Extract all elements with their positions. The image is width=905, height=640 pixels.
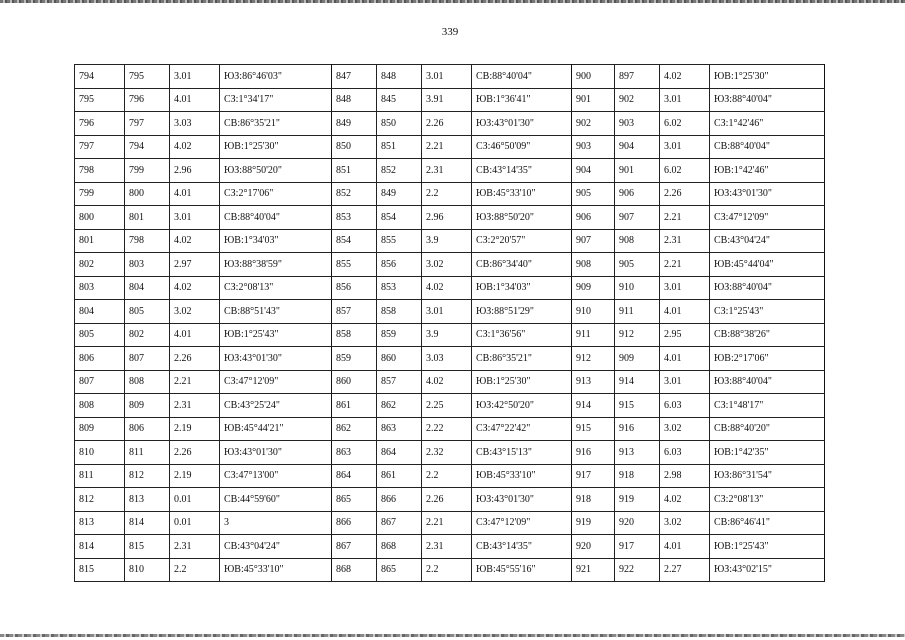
cell-point-to-group-3: 915 [615, 394, 660, 418]
cell-distance-group-3: 6.02 [660, 112, 710, 136]
cell-bearing-group-1: 3 [220, 511, 332, 535]
cell-point-from-group-3: 912 [572, 347, 615, 371]
cell-point-from-group-3: 911 [572, 323, 615, 347]
cell-point-from-group-2: 865 [332, 488, 377, 512]
cell-distance-group-1: 3.01 [170, 206, 220, 230]
cell-distance-group-2: 3.01 [422, 300, 472, 324]
cell-distance-group-2: 3.01 [422, 65, 472, 89]
cell-point-to-group-3: 909 [615, 347, 660, 371]
cell-point-to-group-3: 920 [615, 511, 660, 535]
cell-point-to-group-1: 804 [125, 276, 170, 300]
cell-distance-group-1: 2.19 [170, 417, 220, 441]
table-row [75, 323, 825, 347]
cell-point-from-group-2: 863 [332, 441, 377, 465]
cell-point-to-group-1: 798 [125, 229, 170, 253]
cell-distance-group-1: 3.03 [170, 112, 220, 136]
cell-bearing-group-2: ЮВ:1°34'03" [472, 276, 572, 300]
cell-point-to-group-1: 814 [125, 511, 170, 535]
table-row [75, 206, 825, 230]
cell-point-to-group-3: 913 [615, 441, 660, 465]
cell-point-from-group-1: 810 [75, 441, 125, 465]
cell-point-from-group-3: 902 [572, 112, 615, 136]
cell-bearing-group-1: СЗ:2°17'06" [220, 182, 332, 206]
cell-point-to-group-1: 801 [125, 206, 170, 230]
cell-bearing-group-3: ЮЗ:88°40'04" [710, 276, 825, 300]
cell-point-from-group-1: 815 [75, 558, 125, 582]
cell-point-to-group-3: 917 [615, 535, 660, 559]
cell-point-to-group-1: 803 [125, 253, 170, 277]
cell-bearing-group-1: СВ:88°40'04" [220, 206, 332, 230]
cell-point-from-group-1: 811 [75, 464, 125, 488]
cell-bearing-group-2: СЗ:46°50'09" [472, 135, 572, 159]
cell-distance-group-1: 2.21 [170, 370, 220, 394]
cell-point-from-group-1: 812 [75, 488, 125, 512]
page-number: 339 [441, 26, 459, 38]
cell-distance-group-1: 4.01 [170, 323, 220, 347]
cell-point-from-group-1: 804 [75, 300, 125, 324]
cell-point-to-group-2: 868 [377, 535, 422, 559]
cell-bearing-group-3: ЮЗ:86°31'54" [710, 464, 825, 488]
cell-distance-group-2: 2.26 [422, 112, 472, 136]
cell-point-to-group-2: 852 [377, 159, 422, 183]
cell-point-from-group-1: 813 [75, 511, 125, 535]
table-row [75, 65, 825, 89]
cell-distance-group-3: 2.26 [660, 182, 710, 206]
cell-point-from-group-1: 814 [75, 535, 125, 559]
cell-point-to-group-3: 901 [615, 159, 660, 183]
cell-point-to-group-3: 916 [615, 417, 660, 441]
cell-point-to-group-2: 850 [377, 112, 422, 136]
table-row [75, 488, 825, 512]
cell-point-to-group-1: 807 [125, 347, 170, 371]
cell-bearing-group-1: СЗ:47°13'00" [220, 464, 332, 488]
cell-bearing-group-3: СЗ:2°08'13" [710, 488, 825, 512]
cell-point-from-group-3: 909 [572, 276, 615, 300]
cell-point-to-group-3: 904 [615, 135, 660, 159]
table-row [75, 135, 825, 159]
cell-point-from-group-3: 919 [572, 511, 615, 535]
cell-point-from-group-1: 800 [75, 206, 125, 230]
table-row [75, 182, 825, 206]
cell-point-from-group-2: 853 [332, 206, 377, 230]
cell-distance-group-1: 3.02 [170, 300, 220, 324]
cell-distance-group-2: 3.91 [422, 88, 472, 112]
cell-distance-group-3: 4.01 [660, 347, 710, 371]
cell-point-from-group-3: 918 [572, 488, 615, 512]
cell-point-to-group-2: 865 [377, 558, 422, 582]
cell-point-from-group-1: 807 [75, 370, 125, 394]
cell-bearing-group-2: СЗ:1°36'56" [472, 323, 572, 347]
cell-point-to-group-1: 802 [125, 323, 170, 347]
cell-point-to-group-2: 864 [377, 441, 422, 465]
table-row [75, 535, 825, 559]
cell-point-to-group-2: 857 [377, 370, 422, 394]
cell-point-to-group-2: 845 [377, 88, 422, 112]
table-row [75, 300, 825, 324]
cell-distance-group-1: 4.02 [170, 135, 220, 159]
cell-distance-group-3: 6.03 [660, 441, 710, 465]
cell-point-from-group-2: 861 [332, 394, 377, 418]
cell-point-to-group-2: 860 [377, 347, 422, 371]
table-row [75, 229, 825, 253]
cell-point-to-group-1: 810 [125, 558, 170, 582]
cell-point-from-group-2: 850 [332, 135, 377, 159]
cell-distance-group-3: 2.31 [660, 229, 710, 253]
cell-distance-group-2: 2.96 [422, 206, 472, 230]
cell-distance-group-1: 4.01 [170, 88, 220, 112]
cell-point-from-group-3: 903 [572, 135, 615, 159]
cell-point-to-group-1: 800 [125, 182, 170, 206]
cell-distance-group-2: 2.21 [422, 511, 472, 535]
cell-distance-group-3: 2.98 [660, 464, 710, 488]
cell-bearing-group-1: СВ:44°59'60" [220, 488, 332, 512]
cell-point-from-group-3: 914 [572, 394, 615, 418]
cell-distance-group-1: 2.26 [170, 347, 220, 371]
cell-bearing-group-3: СВ:88°38'26" [710, 323, 825, 347]
cell-point-to-group-3: 902 [615, 88, 660, 112]
cell-bearing-group-1: ЮЗ:88°50'20" [220, 159, 332, 183]
cell-point-from-group-3: 915 [572, 417, 615, 441]
table-row [75, 347, 825, 371]
cell-point-from-group-3: 917 [572, 464, 615, 488]
cell-bearing-group-3: ЮЗ:88°40'04" [710, 88, 825, 112]
cell-bearing-group-2: ЮВ:45°55'16" [472, 558, 572, 582]
cell-bearing-group-1: ЮВ:45°44'21" [220, 417, 332, 441]
cell-bearing-group-2: ЮЗ:43°01'30" [472, 112, 572, 136]
cell-distance-group-2: 2.2 [422, 464, 472, 488]
cell-point-to-group-3: 918 [615, 464, 660, 488]
cell-bearing-group-2: ЮВ:1°36'41" [472, 88, 572, 112]
cell-distance-group-3: 3.01 [660, 370, 710, 394]
cell-bearing-group-2: ЮВ:1°25'30" [472, 370, 572, 394]
cell-point-from-group-3: 901 [572, 88, 615, 112]
cell-bearing-group-3: СЗ:1°25'43" [710, 300, 825, 324]
cell-point-from-group-2: 866 [332, 511, 377, 535]
cell-point-to-group-2: 855 [377, 229, 422, 253]
cell-distance-group-3: 3.02 [660, 511, 710, 535]
cell-point-from-group-2: 851 [332, 159, 377, 183]
cell-point-to-group-2: 861 [377, 464, 422, 488]
cell-point-to-group-3: 905 [615, 253, 660, 277]
cell-point-to-group-2: 858 [377, 300, 422, 324]
cell-bearing-group-3: СЗ:1°42'46" [710, 112, 825, 136]
cell-point-from-group-2: 855 [332, 253, 377, 277]
cell-point-from-group-3: 921 [572, 558, 615, 582]
cell-point-from-group-1: 806 [75, 347, 125, 371]
cell-point-to-group-2: 849 [377, 182, 422, 206]
cell-distance-group-3: 6.02 [660, 159, 710, 183]
cell-point-from-group-2: 849 [332, 112, 377, 136]
cell-point-to-group-3: 911 [615, 300, 660, 324]
cell-point-to-group-1: 799 [125, 159, 170, 183]
table-row [75, 511, 825, 535]
cell-point-to-group-2: 851 [377, 135, 422, 159]
cell-distance-group-2: 3.9 [422, 229, 472, 253]
cell-bearing-group-3: СВ:43°04'24" [710, 229, 825, 253]
cell-point-from-group-3: 907 [572, 229, 615, 253]
cell-point-to-group-2: 856 [377, 253, 422, 277]
cell-point-to-group-3: 906 [615, 182, 660, 206]
cell-point-to-group-2: 863 [377, 417, 422, 441]
cell-bearing-group-2: СВ:43°14'35" [472, 159, 572, 183]
cell-bearing-group-3: ЮВ:45°44'04" [710, 253, 825, 277]
cell-distance-group-3: 3.02 [660, 417, 710, 441]
cell-bearing-group-3: ЮВ:1°42'35" [710, 441, 825, 465]
cell-point-from-group-3: 910 [572, 300, 615, 324]
cell-bearing-group-2: СЗ:47°22'42" [472, 417, 572, 441]
cell-point-from-group-2: 864 [332, 464, 377, 488]
cell-distance-group-2: 2.32 [422, 441, 472, 465]
cell-point-from-group-3: 905 [572, 182, 615, 206]
cell-point-to-group-1: 811 [125, 441, 170, 465]
cell-point-to-group-3: 919 [615, 488, 660, 512]
cell-distance-group-3: 2.21 [660, 253, 710, 277]
cell-point-to-group-2: 848 [377, 65, 422, 89]
cell-point-to-group-2: 862 [377, 394, 422, 418]
cell-point-to-group-1: 813 [125, 488, 170, 512]
cell-bearing-group-3: ЮВ:1°42'46" [710, 159, 825, 183]
cell-point-from-group-3: 904 [572, 159, 615, 183]
cell-point-to-group-3: 897 [615, 65, 660, 89]
cell-bearing-group-2: ЮЗ:42°50'20" [472, 394, 572, 418]
cell-distance-group-1: 2.31 [170, 535, 220, 559]
cell-point-from-group-1: 802 [75, 253, 125, 277]
cell-distance-group-2: 2.22 [422, 417, 472, 441]
cell-bearing-group-1: ЮЗ:88°38'59" [220, 253, 332, 277]
cell-distance-group-3: 4.01 [660, 535, 710, 559]
cell-point-from-group-2: 852 [332, 182, 377, 206]
cell-distance-group-1: 2.26 [170, 441, 220, 465]
cell-point-from-group-2: 867 [332, 535, 377, 559]
cell-bearing-group-2: СВ:43°15'13" [472, 441, 572, 465]
cell-point-to-group-3: 907 [615, 206, 660, 230]
cell-distance-group-2: 2.2 [422, 558, 472, 582]
cell-point-to-group-1: 812 [125, 464, 170, 488]
cell-point-to-group-1: 796 [125, 88, 170, 112]
cell-point-to-group-3: 912 [615, 323, 660, 347]
cell-distance-group-3: 4.01 [660, 300, 710, 324]
cell-bearing-group-1: СВ:88°51'43" [220, 300, 332, 324]
cell-distance-group-2: 4.02 [422, 370, 472, 394]
cell-distance-group-3: 3.01 [660, 88, 710, 112]
cell-point-to-group-2: 853 [377, 276, 422, 300]
table-row [75, 417, 825, 441]
cell-bearing-group-3: СЗ:47°12'09" [710, 206, 825, 230]
cell-bearing-group-3: ЮВ:1°25'30" [710, 65, 825, 89]
cell-point-from-group-3: 920 [572, 535, 615, 559]
cell-point-from-group-1: 809 [75, 417, 125, 441]
table-row [75, 464, 825, 488]
cell-bearing-group-1: СВ:43°04'24" [220, 535, 332, 559]
table-row [75, 112, 825, 136]
cell-point-from-group-1: 801 [75, 229, 125, 253]
cell-distance-group-1: 4.02 [170, 229, 220, 253]
cell-distance-group-2: 2.31 [422, 535, 472, 559]
cell-point-to-group-3: 908 [615, 229, 660, 253]
cell-point-from-group-1: 799 [75, 182, 125, 206]
cell-distance-group-2: 2.2 [422, 182, 472, 206]
cell-bearing-group-2: СВ:43°14'35" [472, 535, 572, 559]
cell-point-to-group-1: 797 [125, 112, 170, 136]
cell-distance-group-1: 2.96 [170, 159, 220, 183]
cell-distance-group-2: 2.25 [422, 394, 472, 418]
cell-point-to-group-1: 809 [125, 394, 170, 418]
cell-point-from-group-2: 847 [332, 65, 377, 89]
cell-point-from-group-1: 794 [75, 65, 125, 89]
cell-point-to-group-1: 815 [125, 535, 170, 559]
cell-bearing-group-3: ЮЗ:88°40'04" [710, 370, 825, 394]
cell-point-from-group-1: 798 [75, 159, 125, 183]
cell-bearing-group-1: СЗ:1°34'17" [220, 88, 332, 112]
cell-distance-group-1: 0.01 [170, 488, 220, 512]
cell-bearing-group-3: СЗ:1°48'17" [710, 394, 825, 418]
cell-bearing-group-1: СВ:86°35'21" [220, 112, 332, 136]
cell-distance-group-2: 2.31 [422, 159, 472, 183]
table-row [75, 88, 825, 112]
cell-bearing-group-1: ЮВ:1°25'43" [220, 323, 332, 347]
cell-point-to-group-3: 922 [615, 558, 660, 582]
cell-point-from-group-1: 795 [75, 88, 125, 112]
cell-distance-group-2: 3.9 [422, 323, 472, 347]
bottom-scan-rule [0, 634, 905, 637]
cell-distance-group-2: 2.21 [422, 135, 472, 159]
cell-point-from-group-1: 797 [75, 135, 125, 159]
cell-point-from-group-1: 808 [75, 394, 125, 418]
cell-point-from-group-1: 803 [75, 276, 125, 300]
cell-distance-group-1: 2.2 [170, 558, 220, 582]
cell-point-from-group-3: 908 [572, 253, 615, 277]
cell-bearing-group-1: ЮВ:1°25'30" [220, 135, 332, 159]
cell-distance-group-3: 2.21 [660, 206, 710, 230]
cell-point-to-group-3: 903 [615, 112, 660, 136]
cell-bearing-group-3: СВ:88°40'04" [710, 135, 825, 159]
cell-point-to-group-3: 910 [615, 276, 660, 300]
cell-point-to-group-2: 867 [377, 511, 422, 535]
cell-bearing-group-3: ЮЗ:43°02'15" [710, 558, 825, 582]
cell-point-from-group-2: 862 [332, 417, 377, 441]
cell-point-from-group-1: 805 [75, 323, 125, 347]
cell-point-from-group-1: 796 [75, 112, 125, 136]
cell-bearing-group-2: СВ:86°34'40" [472, 253, 572, 277]
cell-distance-group-3: 2.27 [660, 558, 710, 582]
cell-distance-group-1: 4.01 [170, 182, 220, 206]
table-row [75, 370, 825, 394]
cell-distance-group-1: 0.01 [170, 511, 220, 535]
cell-distance-group-1: 4.02 [170, 276, 220, 300]
coordinates-table [74, 64, 825, 582]
table-row [75, 558, 825, 582]
cell-point-from-group-2: 859 [332, 347, 377, 371]
cell-bearing-group-2: СЗ:47°12'09" [472, 511, 572, 535]
cell-point-from-group-3: 906 [572, 206, 615, 230]
cell-distance-group-1: 2.31 [170, 394, 220, 418]
cell-distance-group-3: 2.95 [660, 323, 710, 347]
cell-bearing-group-1: ЮЗ:43°01'30" [220, 347, 332, 371]
cell-bearing-group-3: СВ:86°46'41" [710, 511, 825, 535]
cell-bearing-group-2: СЗ:2°20'57" [472, 229, 572, 253]
cell-point-from-group-2: 857 [332, 300, 377, 324]
cell-bearing-group-1: ЮВ:1°34'03" [220, 229, 332, 253]
cell-point-from-group-2: 858 [332, 323, 377, 347]
cell-point-to-group-1: 795 [125, 65, 170, 89]
table-body [75, 65, 825, 582]
cell-distance-group-2: 3.03 [422, 347, 472, 371]
table-row [75, 159, 825, 183]
cell-point-to-group-1: 794 [125, 135, 170, 159]
cell-point-from-group-2: 860 [332, 370, 377, 394]
cell-distance-group-1: 2.97 [170, 253, 220, 277]
table-row [75, 394, 825, 418]
cell-distance-group-2: 3.02 [422, 253, 472, 277]
cell-bearing-group-1: СЗ:2°08'13" [220, 276, 332, 300]
cell-bearing-group-1: СЗ:47°12'09" [220, 370, 332, 394]
cell-point-to-group-1: 805 [125, 300, 170, 324]
cell-bearing-group-2: ЮЗ:43°01'30" [472, 488, 572, 512]
top-scan-rule [0, 0, 905, 3]
cell-distance-group-2: 2.26 [422, 488, 472, 512]
cell-bearing-group-1: ЮВ:45°33'10" [220, 558, 332, 582]
cell-distance-group-1: 3.01 [170, 65, 220, 89]
cell-point-to-group-2: 859 [377, 323, 422, 347]
cell-bearing-group-1: ЮЗ:43°01'30" [220, 441, 332, 465]
cell-point-to-group-3: 914 [615, 370, 660, 394]
cell-bearing-group-3: ЮЗ:43°01'30" [710, 182, 825, 206]
cell-point-from-group-3: 913 [572, 370, 615, 394]
table-row [75, 441, 825, 465]
cell-distance-group-3: 4.02 [660, 488, 710, 512]
cell-point-from-group-2: 856 [332, 276, 377, 300]
cell-bearing-group-3: СВ:88°40'20" [710, 417, 825, 441]
cell-bearing-group-2: СВ:88°40'04" [472, 65, 572, 89]
cell-point-to-group-1: 806 [125, 417, 170, 441]
cell-point-from-group-3: 916 [572, 441, 615, 465]
cell-point-from-group-2: 848 [332, 88, 377, 112]
cell-distance-group-3: 3.01 [660, 135, 710, 159]
table-row [75, 253, 825, 277]
cell-distance-group-3: 6.03 [660, 394, 710, 418]
cell-bearing-group-2: ЮЗ:88°50'20" [472, 206, 572, 230]
cell-bearing-group-2: ЮЗ:88°51'29" [472, 300, 572, 324]
cell-point-to-group-2: 866 [377, 488, 422, 512]
cell-distance-group-3: 3.01 [660, 276, 710, 300]
cell-distance-group-2: 4.02 [422, 276, 472, 300]
cell-bearing-group-3: ЮВ:1°25'43" [710, 535, 825, 559]
cell-bearing-group-3: ЮВ:2°17'06" [710, 347, 825, 371]
cell-point-from-group-2: 868 [332, 558, 377, 582]
cell-point-from-group-2: 854 [332, 229, 377, 253]
cell-bearing-group-2: СВ:86°35'21" [472, 347, 572, 371]
cell-bearing-group-1: СВ:43°25'24" [220, 394, 332, 418]
cell-point-to-group-2: 854 [377, 206, 422, 230]
cell-point-to-group-1: 808 [125, 370, 170, 394]
cell-point-from-group-3: 900 [572, 65, 615, 89]
cell-distance-group-3: 4.02 [660, 65, 710, 89]
cell-bearing-group-2: ЮВ:45°33'10" [472, 182, 572, 206]
table-row [75, 276, 825, 300]
cell-distance-group-1: 2.19 [170, 464, 220, 488]
cell-bearing-group-1: ЮЗ:86°46'03" [220, 65, 332, 89]
cell-bearing-group-2: ЮВ:45°33'10" [472, 464, 572, 488]
